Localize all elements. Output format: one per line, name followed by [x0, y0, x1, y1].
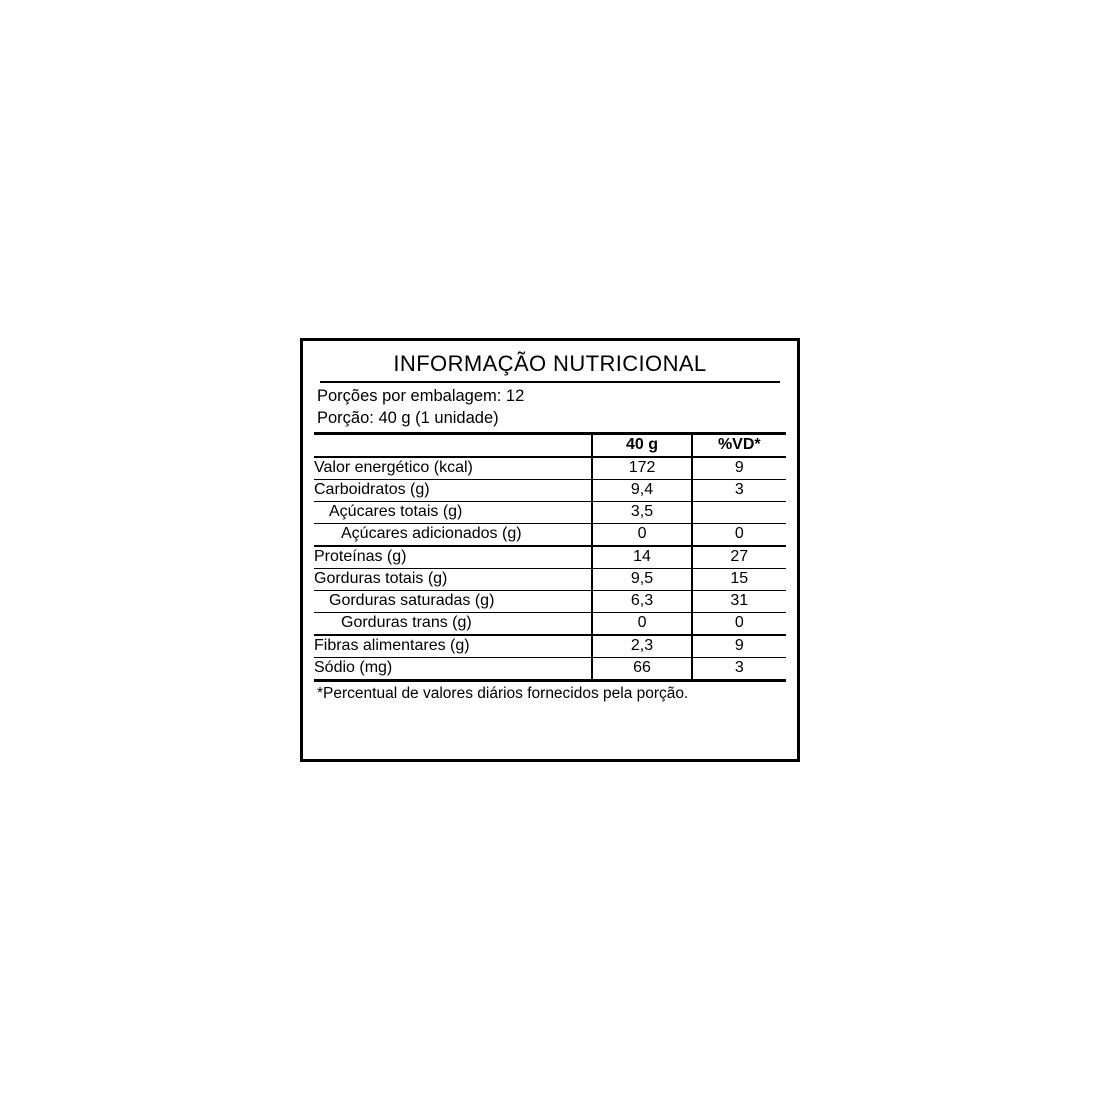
serving-information	[314, 383, 786, 435]
table-row	[314, 479, 786, 501]
table-row	[314, 612, 786, 635]
nutrient-daily-value: 9	[692, 635, 786, 658]
nutrient-name: Gorduras trans (g)	[314, 612, 592, 635]
nutrient-name: Proteínas (g)	[314, 546, 592, 569]
nutrient-amount: 2,3	[592, 635, 691, 658]
page-title: INFORMAÇÃO NUTRICIONAL	[320, 351, 780, 383]
nutrient-name: Carboidratos (g)	[314, 479, 592, 501]
nutrient-name: Sódio (mg)	[314, 657, 592, 680]
nutrient-daily-value: 3	[692, 479, 786, 501]
servings-per-package: Porções por embalagem: 12	[317, 387, 525, 405]
table-row	[314, 457, 786, 480]
nutrient-daily-value	[692, 501, 786, 523]
footnote: *Percentual de valores diários fornecidos pela porção.	[317, 684, 689, 702]
table-row	[314, 657, 786, 680]
table-row	[314, 523, 786, 546]
nutrient-daily-value: 9	[692, 457, 786, 480]
nutrient-amount: 9,5	[592, 568, 691, 590]
nutrient-amount: 172	[592, 457, 691, 480]
nutrient-amount: 6,3	[592, 590, 691, 612]
nutrient-daily-value: 27	[692, 546, 786, 569]
nutrient-amount: 0	[592, 612, 691, 635]
nutrient-name: Gorduras saturadas (g)	[314, 590, 592, 612]
column-header-amount: 40 g	[592, 435, 691, 457]
nutrient-amount: 66	[592, 657, 691, 680]
column-header-nutrient	[314, 435, 592, 457]
nutrient-name: Açúcares totais (g)	[314, 501, 592, 523]
nutrient-daily-value: 0	[692, 612, 786, 635]
table-row	[314, 501, 786, 523]
nutrient-amount: 9,4	[592, 479, 691, 501]
nutrient-name: Açúcares adicionados (g)	[314, 523, 592, 546]
table-row	[314, 590, 786, 612]
nutrient-daily-value: 15	[692, 568, 786, 590]
nutrient-name: Valor energético (kcal)	[314, 457, 592, 480]
table-row	[314, 568, 786, 590]
nutrient-amount: 14	[592, 546, 691, 569]
nutrient-daily-value: 3	[692, 657, 786, 680]
table-row	[314, 546, 786, 569]
column-header-daily-value: %VD*	[692, 435, 786, 457]
nutrient-amount: 0	[592, 523, 691, 546]
table-header-row	[314, 435, 786, 457]
nutrient-name: Gorduras totais (g)	[314, 568, 592, 590]
nutrient-amount: 3,5	[592, 501, 691, 523]
table-row	[314, 635, 786, 658]
nutrient-daily-value: 31	[692, 590, 786, 612]
serving-size: Porção: 40 g (1 unidade)	[317, 408, 499, 427]
nutrient-name: Fibras alimentares (g)	[314, 635, 592, 658]
nutrition-table	[314, 435, 786, 682]
nutrient-daily-value: 0	[692, 523, 786, 546]
nutrition-facts-panel	[300, 338, 800, 762]
